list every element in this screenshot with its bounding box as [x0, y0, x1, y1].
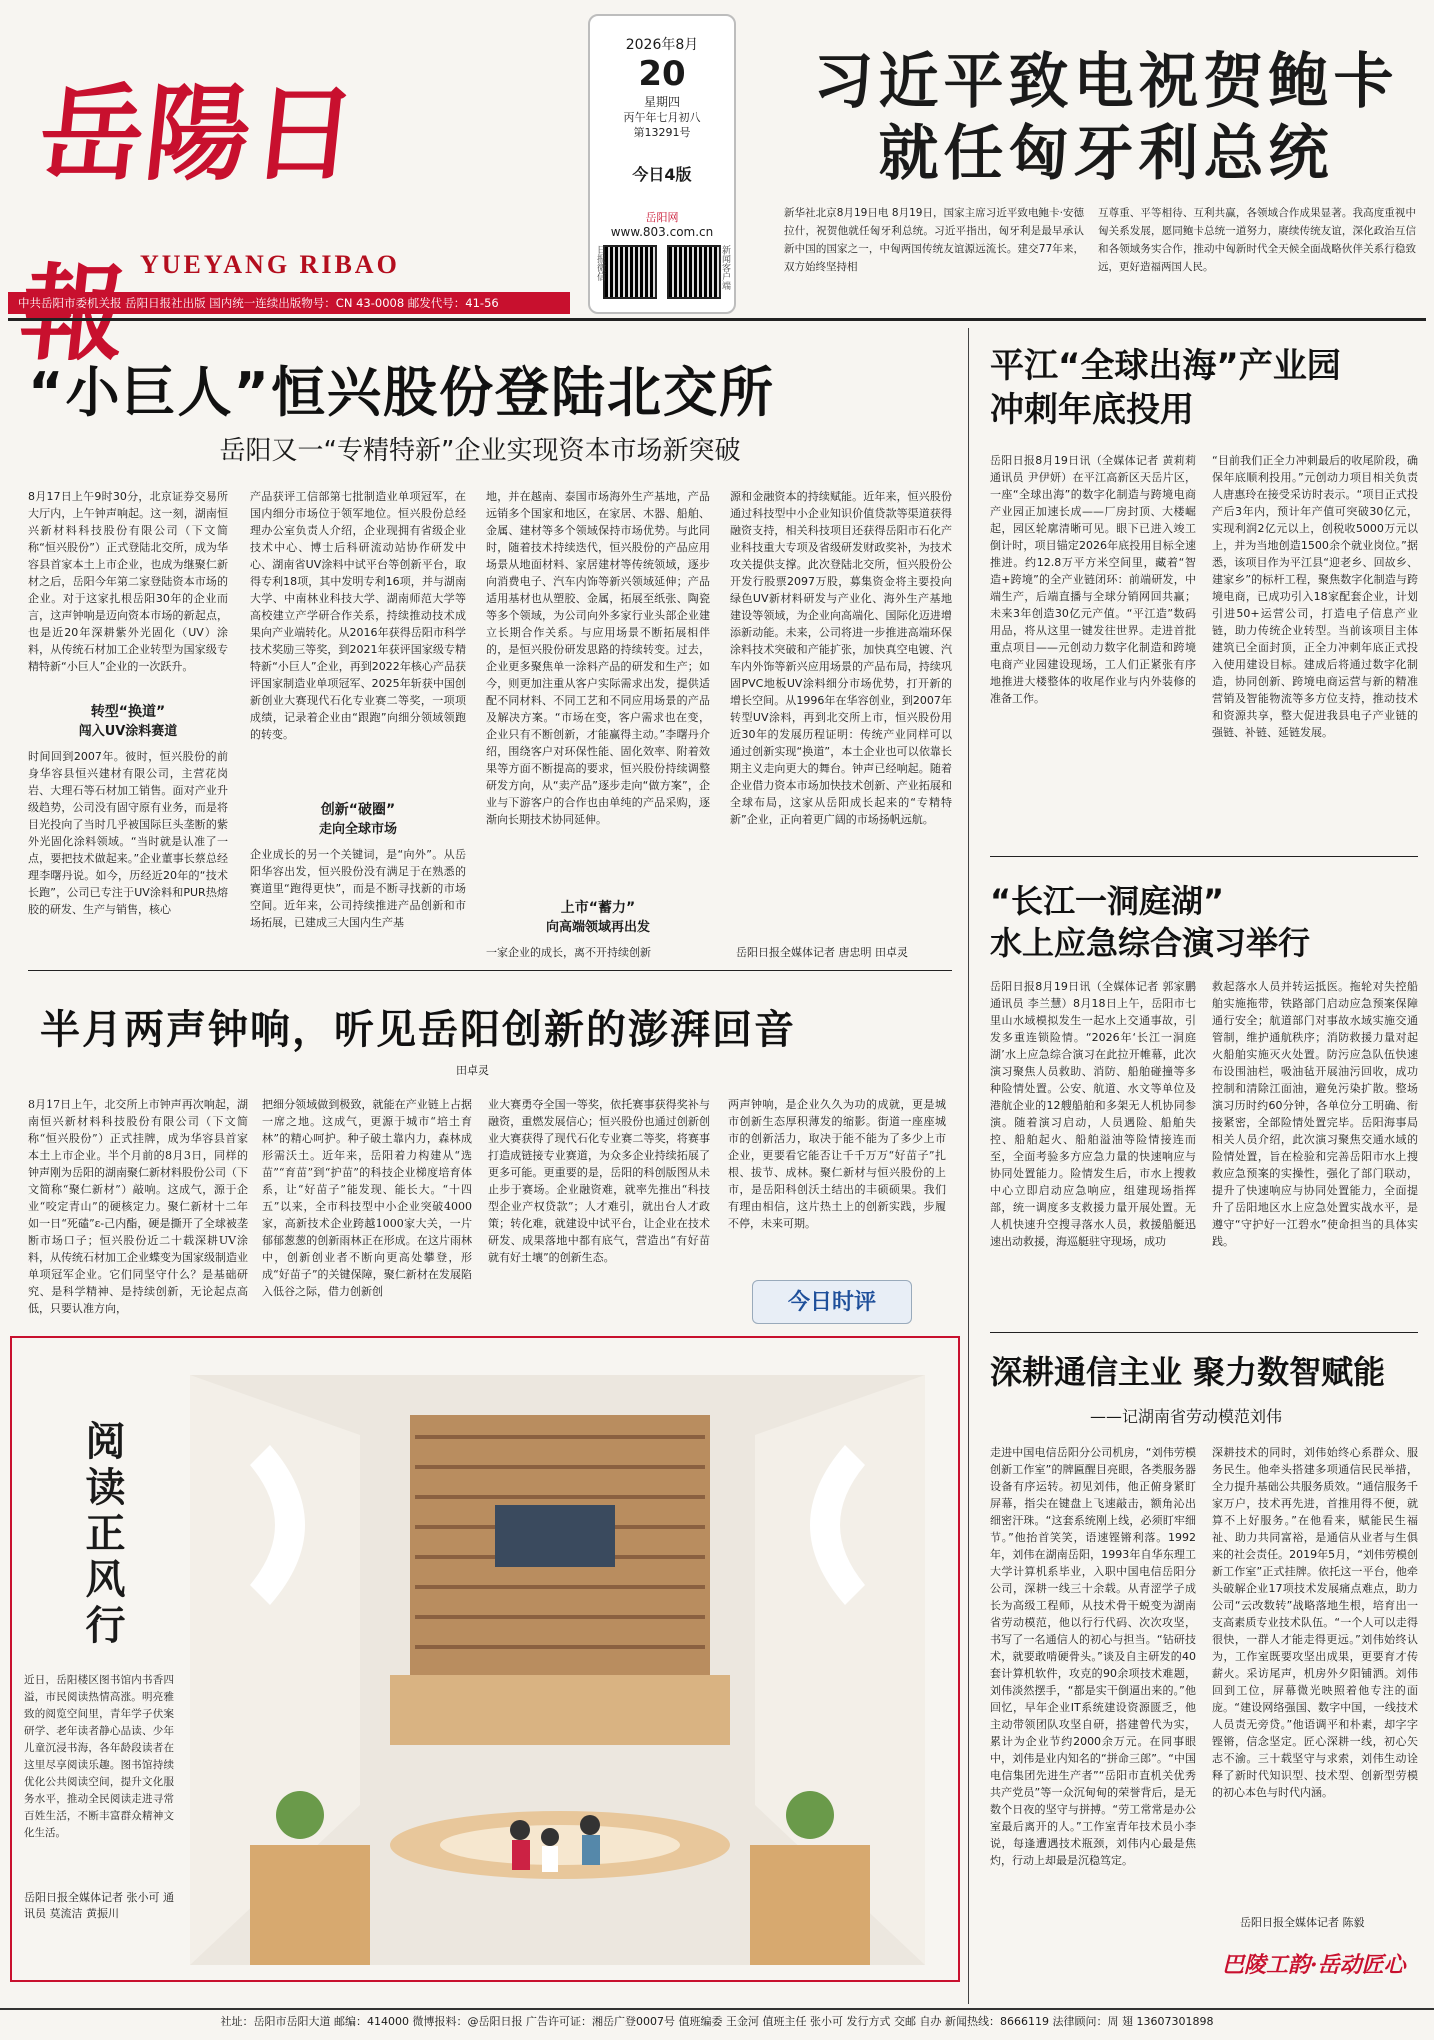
profile-title[interactable]: 深耕通信主业 聚力数智赋能 — [990, 1353, 1386, 1391]
lead-story-subtitle: 岳阳又一“专精特新”企业实现资本市场新突破 — [219, 436, 741, 466]
commentary-stamp: 今日时评 — [752, 1280, 912, 1324]
profile-col1: 走进中国电信岳阳分公司机房，“刘伟劳模创新工作室”的牌匾醒目亮眼，各类服务器设备有序运转。初见刘伟，他正俯身紧盯屏幕，指尖在键盘上飞速敲击，额角沁出细密汗珠。“这套系统刚上线，必须盯牢细节。”他抬首笑笑，语速铿锵利落。1992年，刘伟在湖南岳阳，1993年自华东理工大学计算机系毕业，入职中国电信岳阳分公司，深耕一线三十余载。从青涩学子成长为高级工程师，从技术骨干蜕变为湖南省劳动模范，他以行行代码、次次攻坚，书写了一名通信人的初心与担当。“钻研技术，就要敢啃硬骨头。”谈及自主研发的40套计算机软件，攻克的90余项技术难题，刘伟淡然摆手，“都是实干倒逼出来的。”他回忆，早年企业IT系统建设资源匮乏，他主动带领团队攻坚自研，搭建曾代为实，累计为企业节约2000余万元。在同事眼中，刘伟是业内知名的“拼命三郎”。“中国电信集团先进生产者”“岳阳市直机关优秀共产党员”等一众沉甸甸的荣誉背后，是无数个日夜的坚守与拼搏。“劳工常常是办公室最后离开的人。”工作室青年技术员小李说，每逢遭遇技术瓶颈，刘伟内心最是焦灼，行动上却最是沉稳笃定。 — [990, 1446, 1196, 1867]
pingjiang-title[interactable]: 平江“全球出海”产业园 冲刺年底投用 — [990, 346, 1341, 430]
masthead-pinyin: YUEYANG RIBAO — [140, 250, 400, 279]
page-footer: 社址：岳阳市岳阳大道 邮编：414000 微博报料：@岳阳日报 广告许可证：湘岳广登0007号 值班编委 王金河 值班主任 张小可 发行方式 交邮 自办 新闻热线：8666119 法律顾问：周 翅 13607301898 — [0, 2008, 1434, 2034]
masthead-divider — [8, 318, 1426, 321]
pingjiang-col2: “目前我们正全力冲刺最后的收尾阶段，确保年底顺利投用。”元创动力项目相关负责人唐惠玲在接受采访时表示。“项目正式投产后3年内，预计年产值可突破30亿元，实现利润2亿元以上，创税收5000万元以上，并为当地创造1500余个就业岗位。”据悉，该项目作为平江县“迎老乡、回故乡、建家乡”的标杆工程，聚焦数字化制造与跨境电商，已成功引入18家配套企业，计划引进50+运营公司，打造电子信息产业链，助力传统企业转型。当前该项目主体建筑已全面封顶，正全力冲刺年底正式投入使用建设目标。建成后将通过数字化制造，协同创新、跨境电商运营与新的精准营销及智能物流等多方位支持，推动技术和资源共享，整大促进我县电子产业链的强链、补链、延链发展。 — [1212, 454, 1418, 739]
column-divider — [968, 328, 969, 2004]
profile-col2: 深耕技术的同时，刘伟始终心系群众、服务民生。他牵头搭建多项通信民民举措，全力提升基础公共服务质效。“通信服务千家万户，技术再先进，首推用得不便，就算不上好服务。”在他看来，赋能民生福祉、助力共同富裕，是通信从业者与生俱来的社会责任。2019年5月，“刘伟劳模创新工作室”正式挂牌。依托这一平台，他牵头破解企业17项技术发展痛点难点，助力公司“云改数转”战略落地生根，培育出一支高素质专业技术队伍。“一个人可以走得很快，一群人才能走得更远。”刘伟始终认为，工作室既要攻坚出成果，更要育才传薪火。采访尾声，机房外夕阳铺洒。刘伟回到工位，屏幕微光映照着他专注的面庞。“建设网络强国、数字中国，一线技术人员责无旁贷。”他语调平和朴素，却字字铿锵，信念坚定。匠心深耕一线，初心矢志不渝。三十载坚守与求索，刘伟生动诠释了新时代知识型、技术型、创新型劳模的初心本色与时代内涵。 — [1212, 1446, 1418, 1799]
pingjiang-divider — [990, 856, 1418, 857]
profile-subtitle: ——记湖南省劳动模范刘伟 — [1090, 1407, 1283, 1426]
top-story-body-left: 新华社北京8月19日电 8月19日，国家主席习近平致电鲍卡·安德拉什，祝贺他就任匈牙利总统。习近平指出，匈牙利是最早承认新中国的国家之一，中匈两国传统友谊源远流长。建交77年来，双方始终坚持相 — [784, 207, 1084, 273]
top-title-line1: 习近平致电祝贺鲍卡 — [813, 47, 1399, 117]
photo-story-title[interactable]: 阅读正风行 — [79, 1420, 125, 1650]
pingjiang-col1: 岳阳日报8月19日讯（全媒体记者 黄莉莉 通讯员 尹伊妍）在平江高新区天岳片区，一座“全球出海”的数字化制造与跨境电商产业园正加速长成——厂房封顶、大楼崛起，园区轮廓清晰可见。眼下已进入竣工倒计时，项目锚定2026年底投用目标全速推进。约12.8万平方米空间里，藏着“智造+跨境”的全产业链闭环：前端研发，中端生产，后端直播与全球分销网回共赢；未来3年创造30亿元产值。“平江造”数码用品，将从这里一键发往世界。走进首批重点项目——元创动力数字化制造和跨境电商产业园建设现场，工人们正紧张有序地推进大楼整体的收尾作业与内外装修的准备工作。 — [990, 454, 1196, 705]
date-box — [588, 14, 736, 314]
lead-sub1: 转型“换道” 闯入UV涂料赛道 — [78, 704, 178, 739]
site-url[interactable]: www.803.com.cn — [610, 225, 714, 239]
lead-byline: 岳阳日报全媒体记者 唐忠明 田卓灵 — [736, 946, 908, 959]
qr-code-icon[interactable] — [603, 245, 657, 299]
site-label: 岳阳网 — [645, 211, 679, 224]
top-story-body-right: 互尊重、平等相待、互利共赢，各领域合作成果显著。我高度重视中匈关系发展，愿同鲍卡总统一道努力，赓续传统友谊，深化政治互信和各领域务实合作，推动中匈新时代全天候全面战略伙伴关系行稳致远，更好造福两国人民。 — [1098, 207, 1416, 273]
qr-right-label: 新闻客户端 — [720, 245, 730, 290]
top-title-line2: 就任匈牙利总统 — [878, 119, 1334, 189]
date-day: 20 — [638, 54, 686, 94]
commentary-author: 田卓灵 — [456, 1064, 489, 1077]
library-illustration — [190, 1375, 925, 1965]
drill-col2: 救起落水人员并转运抵医。拖轮对失控船舶实施拖带，铁路部门启动应急预案保障通行安全；航道部门对事故水域实施交通管制，维护通航秩序；消防救援力量对起火船舶实施灭火处置。防污应急队伍快速布设围油栏，吸油毡开展油污回收，成功控制和清除江面油，避免污染扩散。整场演习历时约60分钟，各单位分工明确、衔接紧密，全部险情处置完毕。岳阳海事局相关人员介绍，此次演习聚焦交通水域的险情处置，旨在检验和完善岳阳市水上搜救应急预案的实操性，强化了部门联动，提升了快速响应与协同处置能力，全面提升了岳阳地区水上应急处置实战水平，是遵守“守护好一江碧水”使命担当的具体实践。 — [1212, 980, 1418, 1248]
profile-byline: 岳阳日报全媒体记者 陈毅 — [1240, 1916, 1365, 1929]
masthead-logo: 岳陽日報 — [33, 72, 365, 195]
lead-col4: 源和金融资本的持续赋能。近年来，恒兴股份通过科技型中小企业知识价值贷款等渠道获得融资支持，相关科技项目还获得岳阳市石化产业科技重大专项及省级研发财政奖补，为技术攻关提供支撑。此次登陆北交所，恒兴股份公开发行股票2097万股，募集资金将主要投向绿色UV新材料研发与产业化、海外生产基地建设等领域，为企业向高端化、国际化迈进增添新动能。未来，公司将进一步推进高端环保涂料技术突破和产能扩张，加快真空电镀、汽车内外饰等新兴应用场景的产品布局，持续巩固PVC地板UV涂料细分市场优势，打开新的增长空间。从1996年在华容创业，到2007年转型UV涂料，再到北交所上市，恒兴股份用近30年的发展历程证明：传统产业同样可以通过创新实现“换道”，本土企业也可以依靠长期主义走向更大的舞台。钟声已经响起。随着企业借力资本市场加快技术创新、产业拓展和全球布局，这家从岳阳成长起来的“专精特新”企业，正向着更广阔的市场扬帆远航。 — [730, 490, 952, 826]
lead-story-title[interactable]: “小巨人”恒兴股份登陆北交所 — [28, 361, 775, 424]
date-year-month: 2026年8月 — [625, 37, 699, 53]
lead-col1b: 时间回到2007年。彼时，恒兴股份的前身华容县恒兴建材有限公司，主营花岗岩、大理石等石材加工销售。面对产业升级趋势，公司没有固守原有业务，而是将目光投向了当时几乎被国际巨头垄断的紫外光固化涂料领域。“当时就是认准了一点，要把技术做起来。”企业董事长蔡总经理李曙丹说。如今，历经近20年的“技术长跑”，公司已专注于UV涂料和PUR热熔胶的研发、生产与销售，核心 — [28, 750, 228, 916]
edition-count: 今日4版 — [632, 165, 692, 184]
commentary-col3: 业大赛勇夺全国一等奖，依托赛事获得奖补与融资，重燃发展信心；恒兴股份也通过创新创业大赛获得了现代石化专业赛二等奖，将赛事打造成链接专业赛道，为众多企业持续拓展了更多可能。更重要的是，岳阳的科创版图从未止步于赛场。企业融资难，就率先推出“科技型企业产权贷款”；人才难引，就出台人才政策；转化难，就建设中试平台，让企业在技术研发、成果落地中都有底气，营造出“有好苗就有好土壤”的创新生态。 — [488, 1098, 710, 1264]
drill-title[interactable]: “长江一洞庭湖” 水上应急综合演习举行 — [990, 882, 1311, 962]
lead-sub2: 创新“破圈” 走向全球市场 — [318, 802, 397, 837]
date-issue: 第13291号 — [633, 126, 691, 139]
qr-left-label: 日报微信 — [595, 245, 605, 281]
lead-col1: 8月17日上午9时30分，北京证券交易所大厅内，上午钟声响起。这一刻，湖南恒兴新材料科技股份有限公司（下文简称“恒兴股份”）正式登陆北交所，成为华容县首家本土上市企业，也成为继聚仁新材之后，岳阳今年第二家登陆资本市场的企业。对于这家扎根岳阳30年的企业而言，这声钟响是迈向资本市场的新起点，也是近20年深耕紫外光固化（UV）涂料，从传统石材加工企业转型为国家级专精特新“小巨人”企业的一次跃升。 — [28, 490, 228, 673]
commentary-col4: 两声钟响，是企业久久为功的成就，更是城市创新生态厚积薄发的缩影。街道一座座城市的创新活力，取决于能不能为了多少上市企业，更要看它能否让千千万万“好苗子”扎根、拔节、成林。聚仁新材与恒兴股份的上市，是岳阳科创沃土结出的丰硕硕果。我们有理由相信，这片热土上的创新实践，步履不停，未来可期。 — [728, 1098, 946, 1230]
commentary-col2: 把细分领域做到极致，就能在产业链上占据一席之地。这成气，更源于城市“培土育林”的精心呵护。种子破土靠内力，森林成形需沃土。近年来，岳阳着力构建从“选苗”“育苗”到“护苗”的科技企业梯度培育体系，让“好苗子”能发现、能长大。“十四五”以来，全市科技型中小企业突破4000家，高新技术企业跨越1000家大关，一片郁郁葱葱的创新雨林正在形成。在这片雨林中，创新创业者不断向更高处攀登，形成“好苗子”的关键保障，聚仁新材在发展陷入低谷之际，借力创新创 — [262, 1098, 472, 1298]
lead-sub3: 上市“蓄力” 向高端领域再出发 — [545, 900, 650, 935]
masthead-redbar: 中共岳阳市委机关报 岳阳日报社出版 国内统一连续出版物号：CN 43-0008 邮发代号：41-56 — [8, 292, 570, 314]
brand-logo: 巴陵工韵·岳动匠心 — [1222, 1952, 1406, 1978]
date-lunar: 丙午年七月初八 — [623, 111, 701, 124]
top-story-title[interactable] — [796, 46, 1416, 190]
commentary-title[interactable]: 半月两声钟响，听见岳阳创新的澎湃回音 — [40, 1006, 796, 1053]
photo-story-byline: 岳阳日报全媒体记者 张小可 通讯员 莫流洁 黄振川 — [24, 1891, 174, 1920]
photo-story-caption: 近日，岳阳楼区图书馆内书香四溢，市民阅读热情高涨。明亮雅致的阅览空间里，青年学子伏案研学、老年读者静心品读、少年儿童沉浸书海，各年龄段读者在这里尽享阅读乐趣。图书馆持续优化公共阅读空间，提升文化服务水平，推动全民阅读走进寻常百姓生活，不断丰富群众精神文化生活。 — [24, 1674, 174, 1839]
library-photo — [190, 1375, 925, 1965]
qr-code-icon[interactable] — [667, 245, 721, 299]
lead-divider — [28, 970, 952, 971]
drill-col1: 岳阳日报8月19日讯（全媒体记者 郭家鹏 通讯员 李兰慧）8月18日上午，岳阳市七里山水域模拟发生一起水上交通事故，引发多重连锁险情。“2026年‘长江一洞庭湖’水上应急综合演习在此拉开帷幕，此次演习聚焦人员救助、消防、船舶碰撞等多种险情处置。公安、航道、水文等单位及港航企业的12艘船舶和多架无人机协同参演。随着演习启动，人员遇险、船舶失控、船舶起火、船舶溢油等险情接连而至，全面考验多方应急力量的快速响应与协同处置能力。险情发生后，市水上搜救中心立即启动应急响应，组建现场指挥部，统一调度多支救援力量开展处置。无人机快速升空搜寻落水人员，救援船艇迅速出动救援，海巡艇驻守现场，成功 — [990, 980, 1196, 1248]
lead-col3b: 一家企业的成长，离不开持续创新 — [486, 946, 651, 959]
lead-col2: 产品获评工信部第七批制造业单项冠军，在国内细分市场位于领军地位。恒兴股份总经理办公室负责人介绍，企业现拥有省级企业技术中心、博士后科研流动站协作研发中心、湖南省UV涂料中试平台等创新平台，取得专利18项，其中发明专利16项，并与湖南大学、中南林业科技大学、湖南师范大学等高校建立产学研合作关系，持续推动技术成果向产业端转化。从2016年获得岳阳市科学技术奖励三等奖，到2021年获评国家级专精特新“小巨人”企业，再到2022年核心产品获评国家制造业单项冠军、2025年斩获中国创新创业大赛现代石化专业赛二等奖，一项项成绩，记录着企业由“跟跑”向细分领域领跑的转变。 — [250, 490, 466, 741]
date-weekday: 星期四 — [643, 95, 680, 109]
lead-col3: 地，并在越南、泰国市场海外生产基地，产品远销多个国家和地区，在家居、木器、船舶、金属、建材等多个领域保持市场优势。与此同时，随着技术持续迭代，恒兴股份的产品应用场景从地面材料、家居建材等传统领域，逐步向消费电子、汽车内饰等新兴领域延伸；产品适用基材也从塑胶、金属，拓展至纸张、陶瓷等多个领域，为公司向外多家行业头部企业建立长期合作关系。与应用场景不断拓展相伴的，是恒兴股份研发思路的持续转变。过去，企业更多聚焦单一涂料产品的研发和生产；如今，则更加注重从客户实际需求出发，提供适配不同材料、不同工艺和不同应用场景的产品及解决方案。“市场在变，客户需求也在变，企业只有不断创新，才能赢得主动。”李曙丹介绍，围绕客户对环保性能、固化效率、附着效果等方面不断提高的要求，恒兴股份持续调整研发方向，从“卖产品”逐步走向“做方案”，企业与下游客户的合作也由单纯的产品采购，逐渐向长期技术协同延伸。 — [486, 490, 710, 826]
drill-divider — [990, 1332, 1418, 1333]
lead-col2b: 企业成长的另一个关键词，是“向外”。从岳阳华容出发，恒兴股份没有满足于在熟悉的赛道里“跑得更快”，而是不断寻找新的市场空间。近年来，公司持续推进产品创新和市场拓展，已建成三大国内生产基 — [250, 848, 466, 929]
commentary-col1: 8月17日上午，北交所上市钟声再次响起，湖南恒兴新材料科技股份有限公司（下文简称“恒兴股份”）正式挂牌，成为华容县首家本土上市企业。半个月前的8月3日，同样的钟声刚为岳阳的湖南聚仁新材料股份公司（下文简称“聚仁新材”）敲响。这成气，源于企业“咬定青山”的硬核定力。聚仁新材十二年如一日“死磕”ε-己内酯，硬是撕开了全球被垄断市场口子；恒兴股份近二十载深耕UV涂料，从传统石材加工企业蝶变为国家级制造业单项冠军企业。它们同坚守什么？是基础研究、是科学精神、是持续创新，无论起点高低，只要认准方向， — [28, 1098, 248, 1315]
